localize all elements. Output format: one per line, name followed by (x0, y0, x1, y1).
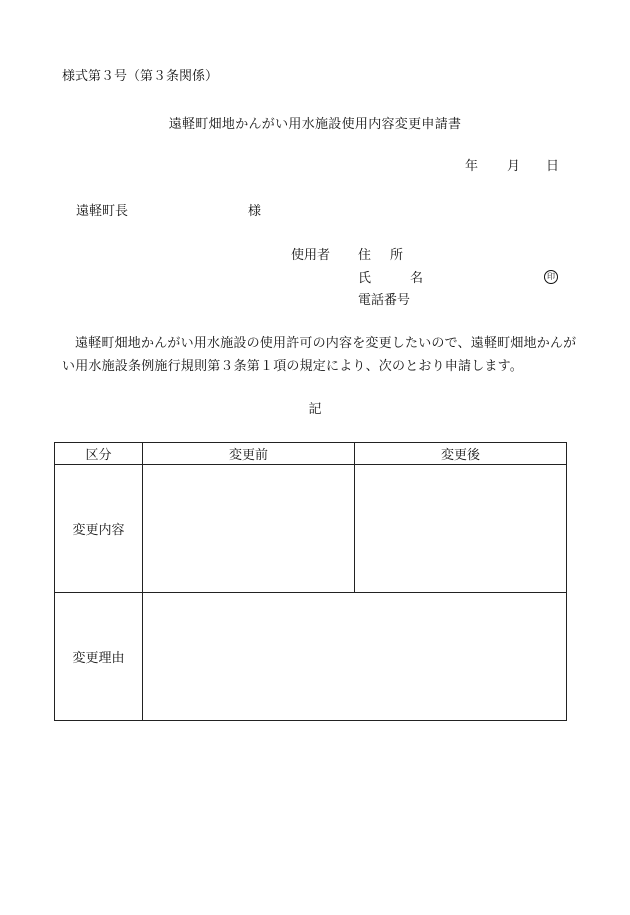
before-content-cell[interactable] (143, 465, 355, 593)
change-table (54, 442, 567, 721)
addressee-honorific: 様 (248, 204, 262, 219)
name-label: 氏名 (358, 271, 463, 286)
date-month-label: 月 (507, 159, 521, 174)
ki-heading: 記 (308, 402, 322, 417)
addressee-name: 遠軽町長 (76, 204, 129, 219)
table-header-row (55, 443, 567, 465)
header-category: 区分 (55, 443, 143, 465)
table-row-reason (55, 593, 567, 721)
seal-icon: 印 (544, 270, 558, 284)
reason-cell[interactable] (143, 593, 567, 721)
date-day-label: 日 (546, 159, 560, 174)
date-year-label: 年 (465, 159, 479, 174)
table-row-content (55, 465, 567, 593)
phone-label: 電話番号 (358, 293, 411, 308)
form-number: 様式第３号（第３条関係） (62, 69, 219, 84)
body-paragraph: 遠軽町畑地かんがい用水施設の使用許可の内容を変更したいので、遠軽町畑地かんがい用水施設条例施行規則第３条第１項の規定により、次のとおり申請します。 (62, 336, 577, 374)
header-after: 変更後 (355, 443, 567, 465)
address-label: 住所 (358, 248, 423, 263)
applicant-label: 使用者 (291, 248, 331, 263)
row-label-content: 変更内容 (55, 465, 143, 593)
document-title: 遠軽町畑地かんがい用水施設使用内容変更申請書 (168, 117, 462, 132)
after-content-cell[interactable] (355, 465, 567, 593)
header-before: 変更前 (143, 443, 355, 465)
row-label-reason: 変更理由 (55, 593, 143, 721)
